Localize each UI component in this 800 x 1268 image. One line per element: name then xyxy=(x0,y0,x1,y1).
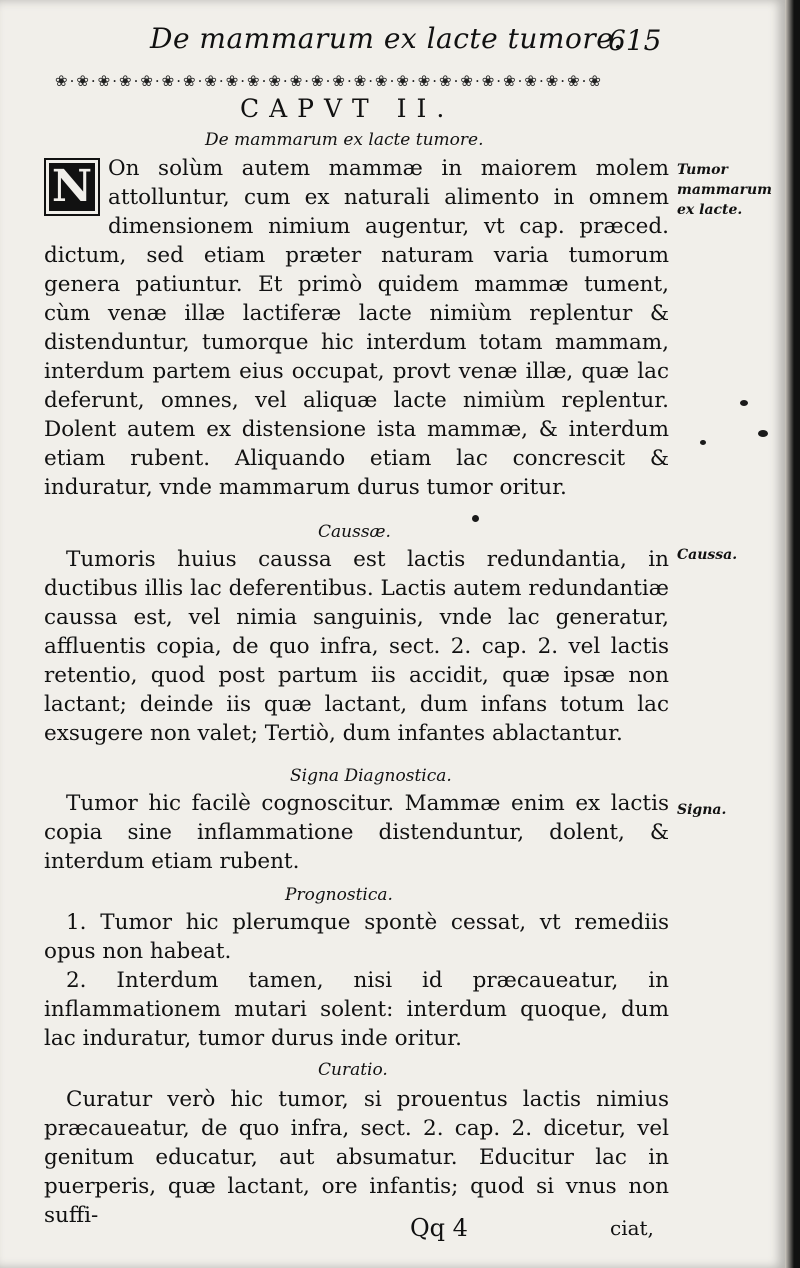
ornamental-band: ❀·❀·❀·❀·❀·❀·❀·❀·❀·❀·❀·❀·❀·❀·❀·❀·❀·❀·❀·❀·❀·❀·❀·❀·❀·❀ xyxy=(55,72,603,90)
signature-mark: Qq 4 xyxy=(410,1214,468,1242)
intro-paragraph xyxy=(44,154,669,502)
prognostica-item-2: 2. Interdum tamen, nisi id præcaueatur, in inflammationem mutari solent: interdum quoque, dum lac induratur, tumor durus inde oritur. xyxy=(44,968,669,1051)
margin-note-signa: Signa. xyxy=(677,802,727,818)
ink-speck xyxy=(740,400,748,406)
chapter-title: CAPVT II. xyxy=(240,94,455,123)
dropcap-initial: N xyxy=(44,158,100,216)
page-edge-shadow xyxy=(785,0,800,1268)
section-heading-signa: Signa Diagnostica. xyxy=(290,766,452,786)
curatio-paragraph: Curatur verò hic tumor, si prouentus lactis nimius præcaueatur, de quo infra, sect. 2. cap. 2. dicetur, vel genitum educatur, aut absumatur. Educitur lac in puerperis, quæ lactant, ore infantis; quod si vnus non suffi- xyxy=(44,1087,669,1228)
caussae-paragraph: Tumoris huius caussa est lactis redundantia, in ductibus illis lac deferentibus. Lactis autem redundantiæ caussa est, vel nimia sanguinis, vnde lac generatur, affluentis copia, de quo infra, sect. 2. cap. 2. vel lactis retentio, quod post partum iis accidit, quæ ipsæ non lactant; deinde iis quæ lactant, dum infans totum lac exsugere non valet; Tertiò, dum infantes ablactantur. xyxy=(44,547,669,746)
section-heading-prognostica: Prognostica. xyxy=(285,885,393,905)
running-head-title: De mammarum ex lacte tumore. xyxy=(150,22,623,55)
page-number: 615 xyxy=(608,24,662,57)
prognostica-item-1: 1. Tumor hic plerumque spontè cessat, vt remediis opus non habeat. xyxy=(44,910,669,964)
ink-speck xyxy=(758,430,768,437)
chapter-subtitle: De mammarum ex lacte tumore. xyxy=(205,130,484,150)
catchword: ciat, xyxy=(610,1216,654,1240)
section-heading-curatio: Curatio. xyxy=(318,1060,388,1080)
signa-paragraph: Tumor hic facilè cognoscitur. Mammæ enim ex lactis copia sine inflammatione distenduntur, dolent, & interdum etiam rubent. xyxy=(44,791,669,874)
running-head xyxy=(150,22,670,55)
ink-speck xyxy=(700,440,706,445)
ink-speck xyxy=(472,515,479,522)
intro-text: On solùm autem mammæ in maiorem molem attolluntur, cum ex naturali alimento in omnem dimensionem nimium augentur, vt cap. præced. dictum, sed etiam præter naturam varia tumorum genera patiuntur. Et primò quidem mammæ tument, cùm venæ illæ lactiferæ lacte nimiùm replentur & distenduntur, tumorque hic interdum totam mammam, interdum partem eius occupat, provt venæ illæ, quæ lac deferunt, omnes, vel aliquæ lacte nimiùm replentur. Dolent autem ex distensione ista mammæ, & interdum etiam rubent. Aliquando etiam lac concrescit & induratur, vnde mammarum durus tumor oritur. xyxy=(44,156,669,500)
section-heading-caussae: Caussæ. xyxy=(318,522,391,542)
margin-note-tumor: Tumor mammarum ex lacte. xyxy=(677,162,772,218)
margin-note-caussa: Caussa. xyxy=(677,547,738,563)
